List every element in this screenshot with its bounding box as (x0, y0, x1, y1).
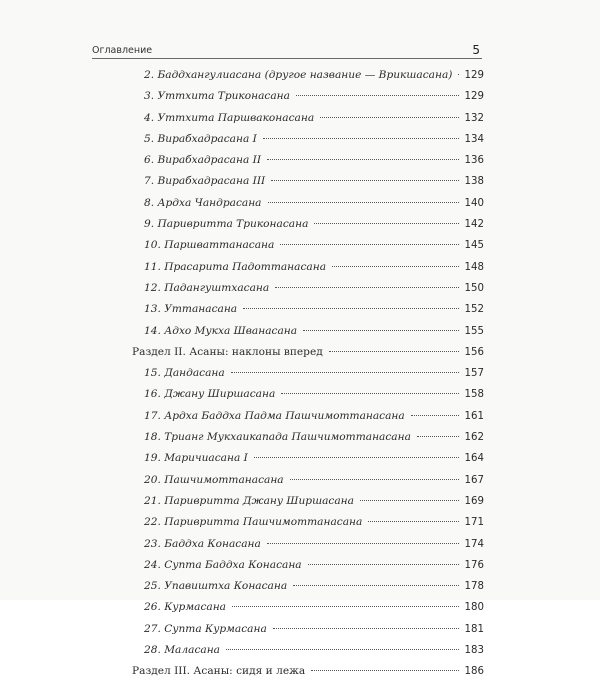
dot-leader (314, 223, 459, 224)
toc-entry-title: 21. Паривритта Джану Ширшасана (144, 494, 354, 507)
table-of-contents (92, 69, 484, 687)
dot-leader (458, 74, 459, 75)
toc-entry (92, 516, 484, 537)
toc-entry-title: 4. Уттхита Паршваконасана (144, 111, 315, 124)
dot-leader (275, 287, 459, 288)
dot-leader (332, 266, 459, 267)
running-header (92, 40, 482, 59)
toc-entry-page: 129 (464, 91, 484, 103)
dot-leader (232, 606, 459, 607)
dot-leader (303, 330, 459, 331)
toc-entry-page: 176 (464, 559, 484, 571)
toc-entry (92, 410, 484, 431)
dot-leader (268, 202, 460, 203)
toc-entry (92, 474, 484, 495)
toc-entry-title: 5. Вирабхадрасана I (144, 132, 257, 145)
toc-entry-page: 142 (464, 219, 484, 231)
toc-entry-title: 16. Джану Ширшасана (144, 388, 276, 401)
toc-entry (92, 261, 484, 282)
toc-entry-page: 145 (464, 240, 484, 252)
toc-entry-title: 9. Паривритта Триконасана (144, 218, 309, 231)
toc-entry-title: 25. Упавиштха Конасана (144, 580, 288, 593)
toc-section-entry (92, 346, 484, 367)
dot-leader (263, 138, 459, 139)
toc-entry-page: 138 (464, 176, 484, 188)
toc-entry-title: 6. Вирабхадрасана II (144, 154, 262, 167)
toc-entry-title: 8. Ардха Чандрасана (144, 196, 262, 209)
toc-entry (92, 538, 484, 559)
toc-entry-title: 22. Паривритта Пашчимоттанасана (144, 516, 363, 529)
page-number: 5 (472, 43, 480, 57)
header-title: Оглавление (92, 45, 153, 56)
toc-entry (92, 388, 484, 409)
toc-entry-page: 178 (464, 581, 484, 593)
toc-entry-page: 132 (464, 112, 484, 124)
toc-entry-page: 157 (464, 368, 484, 380)
toc-entry (92, 175, 484, 196)
toc-entry (92, 239, 484, 260)
toc-entry (92, 559, 484, 580)
toc-entry (92, 452, 484, 473)
dot-leader (329, 351, 459, 352)
toc-entry-page: 183 (464, 645, 484, 657)
toc-entry-title: 23. Баддха Конасана (144, 537, 261, 550)
toc-entry (92, 601, 484, 622)
dot-leader (417, 436, 459, 437)
toc-entry (92, 303, 484, 324)
toc-entry-title: 3. Уттхита Триконасана (144, 90, 290, 103)
dot-leader (411, 415, 459, 416)
dot-leader (308, 564, 459, 565)
dot-leader (273, 628, 459, 629)
toc-entry-title: 18. Трианг Мукхаикапада Пашчимоттанасана (144, 431, 411, 444)
toc-entry-page: 171 (464, 517, 484, 529)
toc-entry-page: 180 (464, 602, 484, 614)
toc-entry-title: 17. Ардха Баддха Падма Пашчимоттанасана (144, 409, 405, 422)
toc-entry (92, 431, 484, 452)
toc-entry-page: 152 (464, 304, 484, 316)
toc-entry-title: Раздел II. Асаны: наклоны вперед (132, 345, 323, 358)
toc-section-entry (92, 665, 484, 686)
toc-entry-page: 164 (464, 453, 484, 465)
dot-leader (254, 457, 459, 458)
toc-entry-title: 24. Супта Баддха Конасана (144, 558, 302, 571)
toc-entry (92, 69, 484, 90)
dot-leader (368, 521, 459, 522)
toc-entry (92, 367, 484, 388)
toc-entry-title: 14. Адхо Мукха Шванасана (144, 324, 298, 337)
toc-entry (92, 133, 484, 154)
toc-entry-title: 2. Баддхангулиасана (другое название — Врикшасана) (144, 69, 453, 81)
toc-entry-page: 150 (464, 282, 484, 294)
toc-entry-title: 20. Пашчимоттанасана (144, 473, 284, 486)
toc-entry-page: 181 (464, 623, 484, 635)
dot-leader (360, 500, 459, 501)
toc-entry (92, 112, 484, 133)
toc-entry-page: 167 (464, 474, 484, 486)
dot-leader (280, 244, 459, 245)
toc-entry-page: 134 (464, 133, 484, 145)
toc-entry-page: 129 (464, 70, 484, 81)
toc-entry-title: 15. Дандасана (144, 367, 225, 380)
dot-leader (281, 393, 459, 394)
toc-entry (92, 90, 484, 111)
toc-entry-title: 27. Супта Курмасана (144, 622, 267, 635)
toc-entry (92, 218, 484, 239)
dot-leader (293, 585, 459, 586)
toc-entry-title: 28. Маласана (144, 644, 220, 657)
dot-leader (271, 180, 459, 181)
dot-leader (231, 372, 459, 373)
dot-leader (243, 308, 459, 309)
dot-leader (296, 95, 459, 96)
dot-leader (311, 670, 459, 671)
toc-entry-page: 162 (464, 432, 484, 444)
toc-entry (92, 325, 484, 346)
toc-entry-title: 7. Вирабхадрасана III (144, 175, 266, 188)
toc-entry (92, 495, 484, 516)
toc-entry-title: 13. Уттанасана (144, 303, 238, 316)
toc-entry-page: 136 (464, 155, 484, 167)
toc-entry-page: 161 (464, 410, 484, 422)
toc-entry (92, 623, 484, 644)
toc-entry-title: 26. Курмасана (144, 601, 226, 614)
toc-entry-title: Раздел III. Асаны: сидя и лежа (132, 665, 306, 678)
dot-leader (290, 479, 459, 480)
toc-entry-page: 148 (464, 261, 484, 273)
toc-entry-title: 11. Прасарита Падоттанасана (144, 260, 327, 273)
toc-entry-page: 158 (464, 389, 484, 401)
toc-entry-page: 174 (464, 538, 484, 550)
toc-entry-page: 140 (464, 197, 484, 209)
toc-entry-page: 169 (464, 495, 484, 507)
toc-entry (92, 197, 484, 218)
toc-entry (92, 580, 484, 601)
toc-entry (92, 644, 484, 665)
toc-entry-title: 12. Падангуштхасана (144, 281, 270, 294)
toc-entry (92, 154, 484, 175)
toc-entry (92, 282, 484, 303)
toc-entry-page: 155 (464, 325, 484, 337)
toc-entry-page: 156 (464, 346, 484, 358)
toc-entry-title: 10. Паршваттанасана (144, 239, 275, 252)
dot-leader (320, 117, 459, 118)
dot-leader (226, 649, 459, 650)
dot-leader (267, 543, 459, 544)
dot-leader (267, 159, 459, 160)
toc-entry-page: 186 (464, 666, 484, 678)
toc-entry-title: 19. Маричиасана I (144, 452, 248, 465)
